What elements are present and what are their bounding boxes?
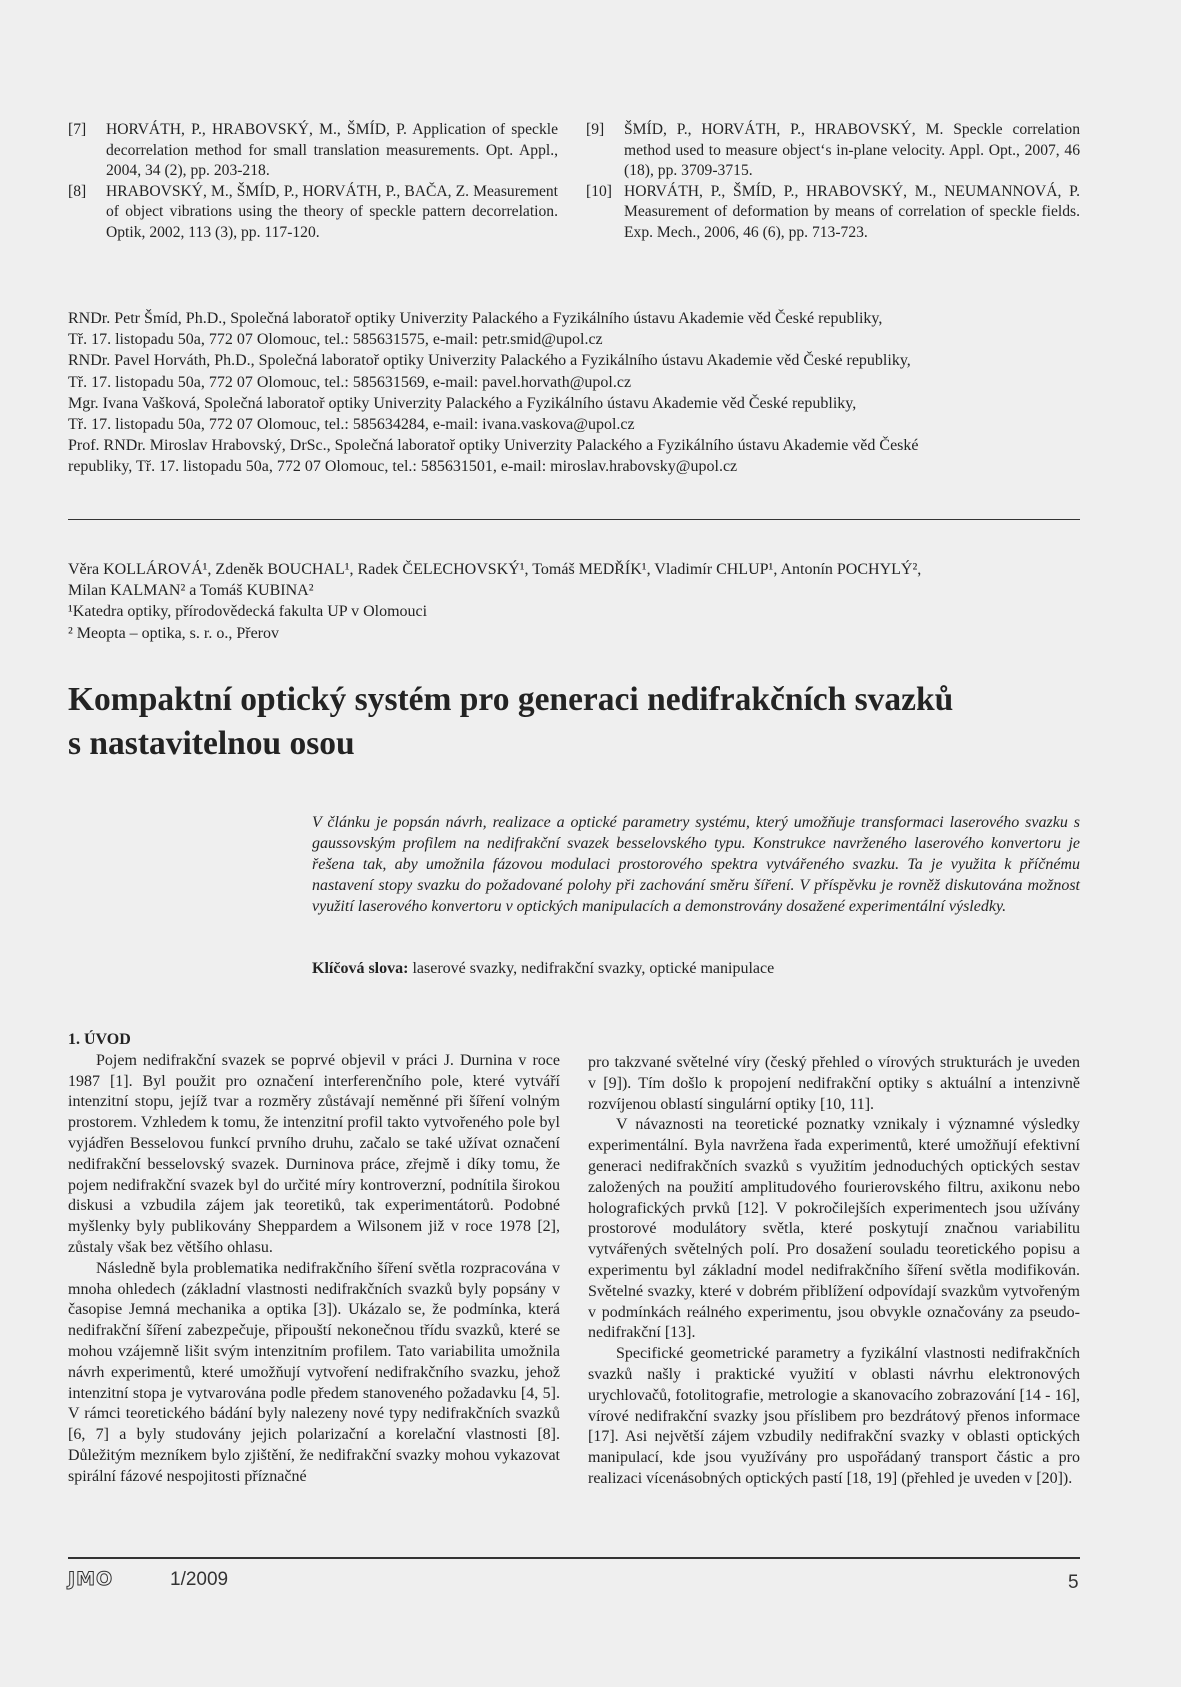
article-title: [68, 678, 1080, 766]
author-names-line: Milan KALMAN² a Tomáš KUBINA²: [68, 582, 314, 600]
page-number: 5: [1068, 1572, 1079, 1593]
reference-item: [68, 120, 558, 182]
reference-text: HORVÁTH, P., HRABOVSKÝ, M., ŠMÍD, P. Application of speckle decorrelation method for small translation measurements. Opt. Appl., 2004, 34 (2), pp. 203-218.: [106, 121, 558, 179]
reference-item: [586, 120, 1080, 182]
paragraph: V návaznosti na teoretické poznatky vznikaly i významné výsledky experimentální. Byla navržena řada experimentů, které umožňují efektivní generaci nedifrakčních svazků s využitím jednoduchých optických sestav založených na použití amplitudového fourierovského filtru, axikonu nebo holografických prvků [12]. V pokročilejších experimentech jsou užívány prostorové modulátory světla, které poskytují značnou variabilitu vytvářených světelných polí. Pro dosažení souladu teoretického popisu a experimentu byl základní model nedifrakčního šíření světla modifikován. Světelné svazky, které v dobrém přiblížení odpovídají svazkům vytvořeným v podmínkách reálného experimentu, jsou obvykle označovány za pseudo-nedifrakční [13].: [588, 1116, 1080, 1342]
reference-number: [10]: [586, 182, 612, 200]
reference-text: HORVÁTH, P., ŠMÍD, P., HRABOVSKÝ, M., NEUMANNOVÁ, P. Measurement of deformation by means of correlation of speckle fields. Exp. Mech., 2006, 46 (6), pp. 713-723.: [624, 182, 1080, 241]
reference-number: [7]: [68, 121, 87, 138]
keywords-value: laserové svazky, nedifrakční svazky, optické manipulace: [408, 960, 775, 977]
author-affiliation: ¹Katedra optiky, přírodovědecká fakulta UP v Olomouci: [68, 603, 428, 621]
paragraph: pro takzvané světelné víry (český přehled o vírových strukturách je uveden v [9]). Tím došlo k propojení nedifrakční optiky s aktuální a intenzivně rozvíjenou oblastí singulární optiky [10, 11].: [588, 1054, 1080, 1113]
reference-number: [8]: [68, 182, 87, 200]
affiliation-line: republiky, Tř. 17. listopadu 50a, 772 07 Olomouc, tel.: 585631501, e-mail: miroslav.hrabovsky@upol.cz: [68, 458, 738, 476]
paragraph: Pojem nedifrakční svazek se poprvé objevil v práci J. Durnina v roce 1987 [1]. Byl použit pro označení interferenčního pole, které vytváří intenzitní stopu, jejíž tvar a rozměry zůstávají neměnné při šíření volným prostorem. Vzhledem k tomu, že intenzitní profil takto vytvořeného pole byl vyjádřen Besselovou funkcí prvního druhu, začalo se také užívat označení nedifrakční besselovský svazek. Durninova práce, zřejmě i díky tomu, že pojem nedifrakční svazek byl do určité míry kontroverzní, podnítila širokou diskusi a vzbudila zájem jak teoretiků, tak experimentátorů. Podobné myšlenky byly publikovány Sheppardem a Wilsonem již v roce 1978 [2], zůstaly však bez většího ohlasu.: [68, 1051, 560, 1256]
affiliation-line: RNDr. Petr Šmíd, Ph.D., Společná laboratoř optiky Univerzity Palackého a Fyzikálního ústavu Akademie věd České republiky,: [68, 310, 883, 327]
paragraph: Specifické geometrické parametry a fyzikální vlastnosti nedifrakčních svazků našly i praktické využití v oblasti návrhu elektronových urychlovačů, fotolitografie, metrologie a skanovacího zobrazování [14 - 16], vírové nedifrakční svazky jsou příslibem pro bezdrátový přenos informace [17]. Asi největší zájem vzbudily nedifrakční svazky v oblasti optických manipulací, kde jsou využívány pro uspořádaný transport částic a pro realizaci vícenásobných optických pastí [18, 19] (přehled je uveden v [20]).: [588, 1345, 1080, 1487]
affiliation-line: Tř. 17. listopadu 50a, 772 07 Olomouc, tel.: 585631575, e-mail: petr.smid@upol.cz: [68, 331, 603, 349]
title-line: s nastavitelnou osou: [68, 725, 355, 762]
title-line: Kompaktní optický systém pro generaci nedifrakčních svazků: [68, 681, 954, 718]
paragraph: Následně byla problematika nedifrakčního šíření světla rozpracována v mnoha ohledech (základní vlastnosti nedifrakčních svazků byly popsány v časopise Jemná mechanika a optika [3]). Ukázalo se, že podmínka, která nedifrakční šíření zabezpečuje, připouští nekonečnou třídu svazků, které se mohou vzájemně lišit svým intenzitním profilem. Tato variabilita umožnila návrh experimentů, které umožňují vytvoření nedifrakčního svazku, jehož intenzitní stopa je vytvarována podle předem stanoveného požadavku [4, 5]. V rámci teoretického bádání byly nalezeny nové typy nedifrakčních svazků [6, 7] a byly studovány jejich polarizační a korelační vlastnosti [8]. Důležitým mezníkem bylo zjištění, že nedifrakční svazky mohou vykazovat spirální fázové nespojitosti příznačné: [68, 1259, 560, 1485]
abstract: V článku je popsán návrh, realizace a optické parametry systému, který umožňuje transformaci laserového svazku s gaussovským profilem na nedifrakční svazek besselovského typu. Konstrukce navrženého laserového konvertoru je řešena tak, aby umožnila fázovou modulaci prostorového spektra vytvářeného svazku. Ta je využita k příčnému nastavení stopy svazku do požadované polohy při zachování směru šíření. V příspěvku je rovněž diskutována možnost využití laserového konvertoru v optických manipulacích a demonstrovány dosažené experimentální výsledky.: [312, 814, 1080, 915]
footer-divider: [68, 1557, 1080, 1559]
affiliation-line: Tř. 17. listopadu 50a, 772 07 Olomouc, tel.: 585631569, e-mail: pavel.horvath@upol.cz: [68, 373, 632, 391]
affiliation-line: Prof. RNDr. Miroslav Hrabovský, DrSc., Společná laboratoř optiky Univerzity Palackého a Fyzikálního ústavu Akademie věd České: [68, 437, 919, 455]
section-divider: [68, 519, 1080, 520]
reference-item: [68, 182, 558, 244]
body-column-right: [588, 1053, 1080, 1490]
affiliation-line: Mgr. Ivana Vašková, Společná laboratoř optiky Univerzity Palackého a Fyzikálního ústavu Akademie věd České republiky,: [68, 394, 857, 412]
author-names-line: Věra KOLLÁROVÁ¹, Zdeněk BOUCHAL¹, Radek ČELECHOVSKÝ¹, Tomáš MEDŘÍK¹, Vladimír CHLUP¹, Antonín POCHYLÝ²,: [68, 561, 922, 578]
affiliation-line: Tř. 17. listopadu 50a, 772 07 Olomouc, tel.: 585634284, e-mail: ivana.vaskova@upol.cz: [68, 416, 635, 434]
reference-number: [9]: [586, 121, 605, 138]
references-left: [68, 120, 558, 243]
author-block: [68, 559, 1080, 644]
body-column-left: [68, 1030, 560, 1488]
affiliation-line: RNDr. Pavel Horváth, Ph.D., Společná laboratoř optiky Univerzity Palackého a Fyzikálního ústavu Akademie věd České republiky,: [68, 352, 911, 370]
references-right: [586, 120, 1080, 243]
keywords: [312, 958, 1080, 979]
reference-text: ŠMÍD, P., HORVÁTH, P., HRABOVSKÝ, M. Speckle correlation method used to measure object‘s in-plane velocity. Appl. Opt., 2007, 46 (18), pp. 3709-3715.: [624, 121, 1080, 179]
author-affiliation: ² Meopta – optika, s. r. o., Přerov: [68, 624, 279, 642]
section-heading: 1. ÚVOD: [68, 1031, 131, 1048]
reference-text: HRABOVSKÝ, M., ŠMÍD, P., HORVÁTH, P., BAČA, Z. Measurement of object vibrations using the theory of speckle pattern decorrelation. Optik, 2002, 113 (3), pp. 117-120.: [106, 182, 558, 241]
issue-number: 1/2009: [170, 1569, 229, 1590]
journal-logo: JMO: [68, 1568, 114, 1590]
reference-item: [586, 182, 1080, 244]
previous-article-author-affiliations: [68, 308, 1080, 478]
keywords-label: Klíčová slova:: [312, 960, 409, 977]
